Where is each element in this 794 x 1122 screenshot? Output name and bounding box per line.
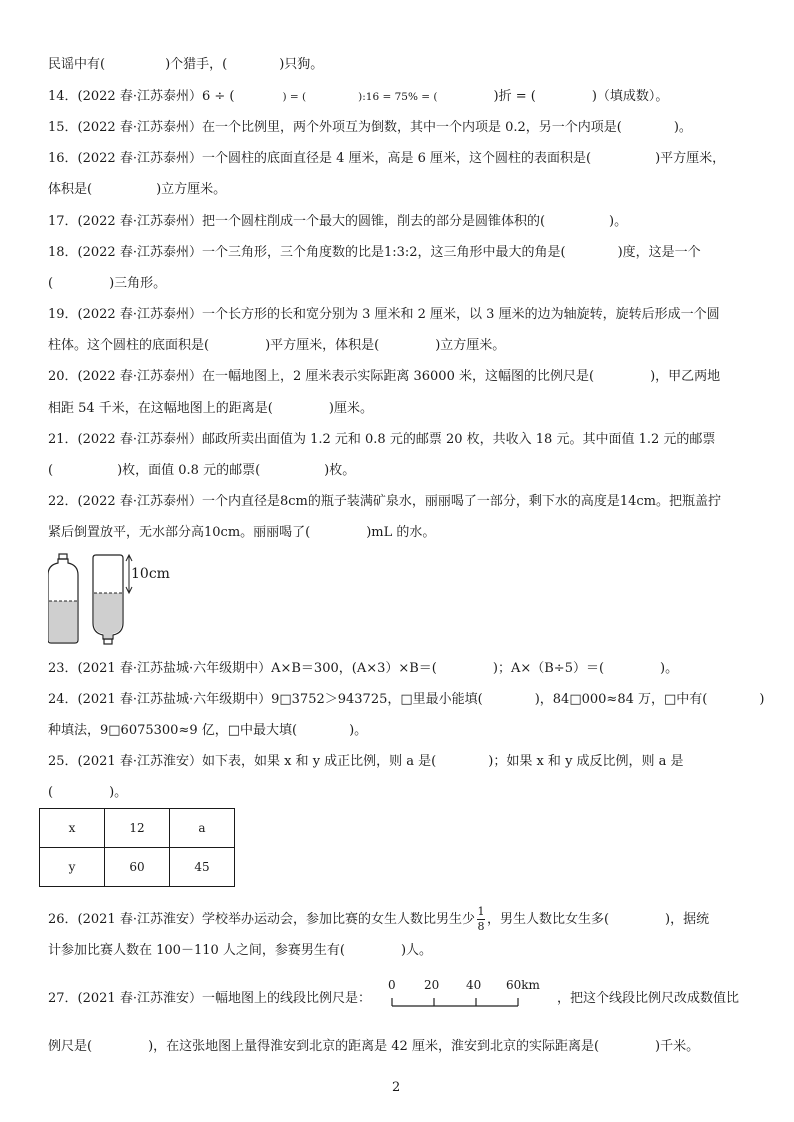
text: ，把这个线段比例尺改成数值比 bbox=[556, 991, 739, 1006]
text: 柱体。这个圆柱的底面积是( bbox=[48, 338, 210, 353]
question-14 bbox=[48, 88, 668, 106]
question-17 bbox=[48, 213, 627, 231]
text: )人。 bbox=[400, 943, 433, 958]
text: )度，这是一个 bbox=[617, 245, 701, 260]
text: 14．(2022 春·江苏泰州）6 ÷ ( bbox=[48, 89, 235, 104]
question-26 bbox=[48, 906, 709, 933]
text: 27．(2021 春·江苏淮安）一幅地图上的线段比例尺是： bbox=[48, 991, 371, 1006]
text: 24．(2021 春·江苏盐城·六年级期中）9□3752＞943725，□里最小能填( bbox=[48, 692, 483, 707]
question-16 bbox=[48, 150, 725, 168]
question-24-cont bbox=[48, 722, 367, 740]
text: ( bbox=[48, 276, 54, 291]
text: 18．(2022 春·江苏泰州）一个三角形，三个角度数的比是1:3:2，这三角形中最大的角是( bbox=[48, 245, 566, 260]
bottle-cap-upright bbox=[59, 554, 67, 559]
text: )；A×（B÷5）＝( bbox=[492, 661, 605, 676]
question-18-cont bbox=[48, 275, 166, 293]
text: ，男生人数比女生多( bbox=[486, 912, 610, 927]
table-cell: 45 bbox=[170, 848, 235, 887]
text: )；如果 x 和 y 成反比例，则 a 是 bbox=[488, 754, 684, 769]
text: 19．(2022 春·江苏泰州）一个长方形的长和宽分别为 3 厘米和 2 厘米，以 3 厘米的边为轴旋转，旋转后形成一个圆 bbox=[48, 307, 720, 322]
text: )立方厘米。 bbox=[156, 182, 227, 197]
question-18 bbox=[48, 244, 701, 262]
scale-label-40: 40 bbox=[466, 978, 482, 992]
text: )折 = ( bbox=[493, 89, 536, 104]
text: )，84□000≈84 万，□中有( bbox=[534, 692, 708, 707]
water-upright bbox=[49, 601, 77, 642]
question-19 bbox=[48, 306, 720, 324]
xy-table bbox=[39, 808, 235, 887]
text: )。 bbox=[660, 661, 679, 676]
text: )，甲乙两地 bbox=[650, 369, 721, 384]
question-15 bbox=[48, 119, 692, 137]
text: )（填成数）。 bbox=[591, 89, 669, 104]
text: 17．(2022 春·江苏泰州）把一个圆柱削成一个最大的圆锥，削去的部分是圆锥体积的( bbox=[48, 214, 546, 229]
table-row bbox=[40, 809, 235, 848]
question-23 bbox=[48, 660, 678, 678]
denominator: 8 bbox=[477, 920, 485, 933]
bottle-figure bbox=[48, 553, 138, 649]
text: ) bbox=[759, 692, 765, 707]
text: )三角形。 bbox=[109, 276, 167, 291]
line-intro bbox=[48, 56, 323, 74]
text: )只狗。 bbox=[279, 57, 324, 72]
height-label: 10cm bbox=[131, 566, 170, 582]
text: )立方厘米。 bbox=[435, 338, 506, 353]
question-22 bbox=[48, 493, 721, 511]
question-25 bbox=[48, 753, 684, 771]
text: )千米。 bbox=[655, 1039, 700, 1054]
text: ( bbox=[48, 463, 54, 478]
text: 15．(2022 春·江苏泰州）在一个比例里，两个外项互为倒数，其中一个内项是 0.2，另一个内项是( bbox=[48, 120, 622, 135]
text: 20．(2022 春·江苏泰州）在一幅地图上，2 厘米表示实际距离 36000 米，这幅图的比例尺是( bbox=[48, 369, 595, 384]
text: )，据统 bbox=[665, 912, 710, 927]
text: 相距 54 千米，在这幅地图上的距离是( bbox=[48, 401, 273, 416]
question-21-cont bbox=[48, 462, 355, 480]
table-cell: 60 bbox=[105, 848, 170, 887]
table-row bbox=[40, 848, 235, 887]
bottle-cap-inverted bbox=[104, 639, 112, 644]
question-20-cont bbox=[48, 400, 373, 418]
text: )。 bbox=[349, 723, 368, 738]
text: )，在这张地图上量得淮安到北京的距离是 42 厘米，淮安到北京的实际距离是( bbox=[148, 1039, 600, 1054]
text: 例尺是( bbox=[48, 1039, 93, 1054]
text: 23．(2021 春·江苏盐城·六年级期中）A×B＝300，(A×3）×B＝( bbox=[48, 661, 437, 676]
text: )。 bbox=[673, 120, 692, 135]
question-16-cont bbox=[48, 181, 226, 199]
text: 25．(2021 春·江苏淮安）如下表，如果 x 和 y 成正比例，则 a 是( bbox=[48, 754, 437, 769]
question-27-cont bbox=[48, 1038, 699, 1056]
question-26-cont bbox=[48, 942, 432, 960]
fraction bbox=[477, 906, 485, 933]
scale-label-60km: 60km bbox=[506, 978, 540, 992]
text: 16．(2022 春·江苏泰州）一个圆柱的底面直径是 4 厘米，高是 6 厘米，这个圆柱的表面积是( bbox=[48, 151, 592, 166]
text: )枚。 bbox=[324, 463, 356, 478]
line-scale bbox=[380, 978, 540, 1018]
text: 21．(2022 春·江苏泰州）邮政所卖出面值为 1.2 元和 0.8 元的邮票 20 枚，共收入 18 元。其中面值 1.2 元的邮票 bbox=[48, 432, 716, 447]
question-20 bbox=[48, 368, 720, 386]
page-number: 2 bbox=[392, 1080, 401, 1095]
text: ):16 = 75% = ( bbox=[358, 91, 438, 103]
scale-line bbox=[380, 978, 530, 1018]
question-22-cont bbox=[48, 524, 435, 542]
question-24 bbox=[48, 691, 764, 709]
text: )。 bbox=[609, 214, 628, 229]
scale-label-20: 20 bbox=[424, 978, 440, 992]
bottles-drawing bbox=[48, 553, 138, 645]
text: )厘米。 bbox=[328, 401, 373, 416]
text: 紧后倒置放平，无水部分高10cm。丽丽喝了( bbox=[48, 525, 311, 540]
text: 民谣中有( bbox=[48, 57, 106, 72]
table-cell: x bbox=[40, 809, 105, 848]
text: 体积是( bbox=[48, 182, 93, 197]
text: ) = ( bbox=[282, 91, 307, 103]
text: 种填法，9□6075300≈9 亿，□中最大填( bbox=[48, 723, 298, 738]
table-cell: 12 bbox=[105, 809, 170, 848]
text: 26．(2021 春·江苏淮安）学校举办运动会，参加比赛的女生人数比男生少 bbox=[48, 912, 475, 927]
question-19-cont bbox=[48, 337, 505, 355]
text: )mL 的水。 bbox=[366, 525, 436, 540]
table-cell: a bbox=[170, 809, 235, 848]
text: )。 bbox=[109, 785, 128, 800]
text: )平方厘米，体积是( bbox=[265, 338, 380, 353]
text: 22．(2022 春·江苏泰州）一个内直径是8cm的瓶子装满矿泉水，丽丽喝了一部分，剩下水的高度是14cm。把瓶盖拧 bbox=[48, 494, 721, 509]
scale-label-0: 0 bbox=[388, 978, 396, 992]
table-cell: y bbox=[40, 848, 105, 887]
text: 计参加比赛人数在 100－110 人之间，参赛男生有( bbox=[48, 943, 345, 958]
question-25-cont bbox=[48, 784, 127, 802]
question-21 bbox=[48, 431, 715, 449]
text: ( bbox=[48, 785, 54, 800]
numerator: 1 bbox=[477, 905, 485, 918]
text: )枚，面值 0.8 元的邮票( bbox=[117, 463, 261, 478]
text: )平方厘米， bbox=[655, 151, 726, 166]
water-inverted bbox=[94, 593, 122, 638]
text: )个猎手，( bbox=[165, 57, 228, 72]
